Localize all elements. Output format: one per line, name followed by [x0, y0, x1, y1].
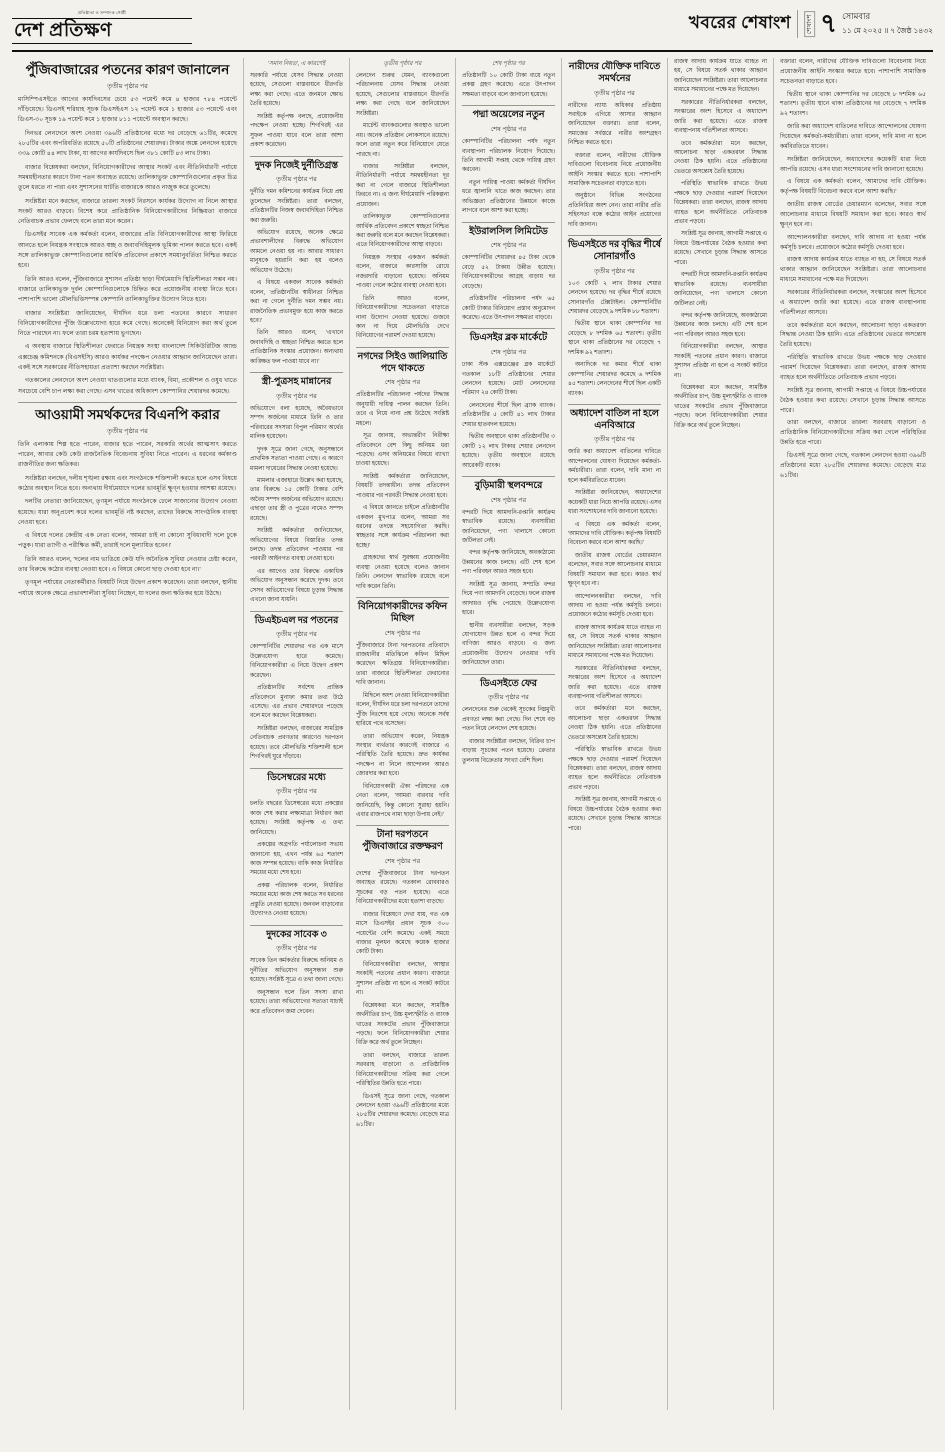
paragraph: দুদক সূত্রে জানা গেছে, অনুসন্ধানে প্রাথমিক সত্যতা পাওয়া গেছে। এ কারণে মামলা দায়েরের সিদ্ধান্ত নেওয়া হয়েছে। [250, 446, 343, 472]
headline-uralsil-ltd: ইউরালসিল লিমিটেড [469, 226, 548, 237]
paragraph: অভিযোগ রয়েছে, অনেক ক্ষেত্রে প্রভাবশালীদের বিরুদ্ধে অভিযোগ আমলে নেওয়া হয় না। আবার সাধারণ মানুষকে হয়রানি করা হয় বলেও অভিযোগ উঠেছে। [250, 230, 343, 274]
divider [462, 105, 555, 106]
paragraph: প্রকল্প পরিচালক বলেন, নির্ধারিত সময়ের মধ্যে কাজ শেষ করতে সব ধরনের প্রস্তুতি নেওয়া হয়েছে। জনবল বাড়ানোর উদ্যোগও নেওয়া হয়েছে। [250, 882, 343, 918]
column-1 [12, 58, 244, 1410]
paragraph: বিনিয়োগকারী ঐক্য পরিষদের এক নেতা বলেন, 'আমরা বারবার দাবি জানিয়েছি, কিন্তু কোনো সুরাহা হয়নি। এবার রাজপথে নামা ছাড়া উপায় নেই।' [356, 783, 449, 818]
paragraph: এ বিষয়ে একজন সাবেক কর্মকর্তা বলেন, 'প্রতিষ্ঠানটির স্বাধীনতা নিশ্চিত করা না গেলে দুর্নীতি দমন সম্ভব নয়। রাজনৈতিক প্রভাবমুক্ত হয়ে কাজ করতে হবে।' [250, 280, 343, 324]
paragraph: দ্বিতীয় স্থানে থাকা কোম্পানির দর বেড়েছে ৮ দশমিক ৬৫ শতাংশ। তৃতীয় স্থানে থাকা প্রতিষ্ঠানের দর বেড়েছে ৭ দশমিক ৯২ শতাংশ। [780, 91, 926, 118]
paragraph: মামলার এজাহারে উল্লেখ করা হয়েছে, তার বিরুদ্ধে ১৫ কোটি টাকার বেশি অবৈধ সম্পদ অর্জনের অভিযোগ রয়েছে। এছাড়া তার স্ত্রী ও পুত্রের নামেও সম্পদ রয়েছে। [250, 477, 343, 522]
article-columns [12, 58, 933, 1410]
headline-mannan-family: স্ত্রী-পুত্রসহ মান্নানের [261, 377, 332, 388]
article-body-6 [250, 643, 343, 762]
paragraph: নিয়ন্ত্রক সংস্থার একজন কর্মকর্তা বলেন, বাজারে কারসাজি রোধে নজরদারি বাড়ানো হয়েছে। অনিয়ম পাওয়া গেলে কঠোর ব্যবস্থা নেওয়া হবে। [356, 254, 449, 290]
paragraph: মিছিলে অংশ নেওয়া বিনিয়োগকারীরা বলেন, দীর্ঘদিন ধরে চলা দরপতনে তাদের পুঁজি নিঃশেষ হয়ে গেছে। অনেকে সর্বস্ব হারিয়ে পথে বসেছেন। [356, 692, 449, 728]
article-body-1 [18, 95, 237, 397]
paragraph: বাজার বিশ্লেষণে দেখা যায়, গত এক মাসে ডিএসইর প্রধান সূচক ৩০০ পয়েন্টের বেশি কমেছে। একই সময়ে বাজার মূলধন কমেছে কয়েক হাজার কোটি টাকা। [356, 911, 449, 956]
paragraph: তবে কর্মকর্তারা মনে করছেন, আলোচনা ছাড়া একতরফা সিদ্ধান্ত নেওয়া ঠিক হয়নি। এতে প্রতিষ্ঠানের ভেতরে অসন্তোষ তৈরি হয়েছে। [780, 322, 926, 349]
paragraph: কোম্পানিটির শেয়ারদর ৪৫ টাকা থেকে বেড়ে ৫২ টাকায় উন্নীত হয়েছে। বিনিয়োগকারীদের আগ্রহ বাড়ায় দর বেড়েছে। [462, 255, 555, 290]
paragraph: কোম্পানিটির পরিচালনা পর্ষদ নতুন ব্যবস্থাপনা পরিচালক নিয়োগ দিয়েছে। তিনি আগামী সপ্তাহ থেকে দায়িত্ব গ্রহণ করবেন। [462, 139, 555, 174]
paragraph: নতুন দায়িত্ব পাওয়া কর্মকর্তা দীর্ঘদিন ধরে জ্বালানি খাতে কাজ করছেন। তার অভিজ্ঞতা প্রতিষ্ঠানের উন্নয়নে কাজে লাগবে বলে আশা করা হচ্ছে। [462, 179, 555, 215]
paragraph: বাজার বিশ্লেষকরা বলছেন, বিনিয়োগকারীদের আস্থার সংকট এবং নীতিনির্ধারণী পর্যায়ে সমন্বয়হীনতার কারণে টানা পতন অব্যাহত রয়েছে। তালিকাভুক্ত কোম্পানিগুলোর প্রকৃত চিত্র তুলে ধরতে না পারা এবং সুশাসনের ঘাটতি বাজারকে আরও নাজুক করে তুলেছে। [18, 163, 237, 192]
divider [250, 372, 343, 373]
paragraph: সংশ্লিষ্ট কর্মকর্তারা জানিয়েছেন, অভিযোগের বিষয়ে বিস্তারিত তদন্ত চলছে। তদন্ত প্রতিবেদন পাওয়ার পর পরবর্তী আইনগত ব্যবস্থা নেওয়া হবে। [250, 528, 343, 563]
column-6 [668, 58, 774, 1410]
paragraph: সাবেক তিন কর্মকর্তার বিরুদ্ধে অনিয়ম ও দুর্নীতির অভিযোগ অনুসন্ধান শুরু হয়েছে। সংশ্লিষ্ট সূত্রে এ তথ্য জানা গেছে। [250, 958, 343, 984]
continuation-note: শেষ পৃষ্ঠার পর [490, 349, 527, 357]
paragraph: সংশ্লিষ্টরা মনে করছেন, বাজারে তারল্য সংকট নিরসনে কার্যকর উদ্যোগ না নিলে আস্থার সংকট আরও বাড়বে। বিশেষ করে প্রাতিষ্ঠানিক বিনিয়োগকারীদের নিষ্ক্রিয়তা বাজারে নেতিবাচক প্রভাব ফেলছে বলে তারা মনে করেন। [18, 197, 237, 226]
paragraph: এ বিষয়ে জানতে চাইলে প্রতিষ্ঠানটির একজন মুখপাত্র বলেন, 'আমরা সব ধরনের তদন্তে সহযোগিতা করছি। স্বচ্ছতার সঙ্গে কার্যক্রম পরিচালনা করা হচ্ছে।' [356, 505, 449, 549]
folio-vertical-label: শেষাংশ [804, 11, 815, 37]
article-body-14 [462, 138, 555, 217]
paragraph: অন্যদিকে দর কমার শীর্ষে থাকা কোম্পানির শেয়ারদর কমেছে ৬ দশমিক ৪৫ শতাংশ। লেনদেনের শীর্ষে ছিল একটি ব্যাংক। [568, 362, 661, 397]
masthead [12, 10, 933, 52]
page-number: ৭ [820, 9, 838, 38]
paragraph: আন্দোলনকারীরা বলছেন, দাবি আদায় না হওয়া পর্যন্ত কর্মসূচি চলবে। প্রয়োজনে কঠোর কর্মসূচি দেওয়া হবে। [568, 593, 661, 619]
headline-by-december: ডিসেম্বরের মধ্যে [267, 772, 326, 783]
paragraph: সরকারি পর্যায়ে যেসব সিদ্ধান্ত নেওয়া হয়েছে, সেগুলো বাস্তবায়নে ধীরগতি লক্ষ্য করা গেছে। এতে জনমনে ক্ষোভ তৈরি হয়েছে। [250, 73, 343, 108]
paragraph: জারি করা অধ্যাদেশ বাতিলের দাবিতে আন্দোলনের ঘোষণা দিয়েছেন কর্মকর্তা-কর্মচারীরা। তারা বলেন, দাবি মানা না হলে কর্মবিরতিতে যাবেন। [780, 124, 926, 150]
paragraph: এ বিষয়ে দলের কেন্দ্রীয় এক নেতা বলেন, 'আমরা চাই না কোনো সুবিধাবাদী দলে ঢুকে পড়ুক। যারা ত্যাগী ও পরীক্ষিত কর্মী, তারাই দলে মূল্যায়িত হবেন।' [18, 532, 237, 550]
continuation-note: তৃতীয় পৃষ্ঠার পর [276, 788, 317, 796]
continuation-note: তৃতীয় পৃষ্ঠার পর [276, 392, 317, 400]
continuation-lead: 'সমান নিয়ত', এ কারণেই [267, 61, 326, 67]
divider [462, 476, 555, 477]
headline-nagad-ceo: নগদের সিইও জালিয়াতি পদে থাকতে [357, 351, 448, 374]
paragraph: প্রতিষ্ঠানটির পরিচালনা পর্ষদের সিদ্ধান্ত অনুযায়ী দায়িত্ব পালন করছেন তিনি। তবে এ নিয়ে নানা প্রশ্ন উঠেছে সংশ্লিষ্ট মহলে। [356, 392, 449, 427]
paragraph: তারা বলছেন, বাজারে তারল্য সরবরাহ বাড়ানো ও প্রাতিষ্ঠানিক বিনিয়োগকারীদের সক্রিয় করা গেলে পরিস্থিতির উন্নতি হতে পারে। [780, 420, 926, 447]
article-body-7 [250, 800, 343, 919]
continuation-note: শেষ পৃষ্ঠার পর [490, 496, 527, 504]
article-body-5 [250, 405, 343, 606]
paragraph: সংশ্লিষ্ট সূত্র জানায়, আগামী সপ্তাহে এ বিষয়ে উচ্চপর্যায়ের বৈঠক হওয়ার কথা রয়েছে। সেখানে চূড়ান্ত সিদ্ধান্ত আসতে পারে। [780, 387, 926, 414]
headline-padma-oil: পদ্মা অয়েলের নতুন [472, 110, 545, 121]
paragraph: ডিএসইর সাবেক এক কর্মকর্তা বলেন, বাজারের প্রতি বিনিয়োগকারীদের আস্থা ফিরিয়ে আনতে হলে নিয়ন্ত্রক সংস্থাকে আরও স্বচ্ছ ও জবাবদিহিমূলক ভূমিকা পালন করতে হবে। একই সঙ্গে তালিকাভুক্ত কোম্পানিগুলোর আর্থিক প্রতিবেদন প্রকাশে সময়ানুবর্তিতা নিশ্চিত করতে হবে। [18, 231, 237, 270]
article-body-4 [250, 188, 343, 367]
paragraph: দ্বিতীয় স্থানে থাকা কোম্পানির দর বেড়েছে ৮ দশমিক ৬৫ শতাংশ। তৃতীয় স্থানে থাকা প্রতিষ্ঠানের দর বেড়েছে ৭ দশমিক ৯২ শতাংশ। [568, 321, 661, 356]
paragraph: এর আগেও তার বিরুদ্ধে একাধিক অভিযোগ অনুসন্ধান করেছে দুদক। তবে সেসব অভিযোগের বিষয়ে চূড়ান্ত সিদ্ধান্ত এখনো জানা যায়নি। [250, 568, 343, 604]
paragraph: সংশ্লিষ্ট কর্তৃপক্ষ বলছে, প্রয়োজনীয় পদক্ষেপ নেওয়া হচ্ছে। শিগগিরই এর সুফল পাওয়া যাবে বলে তারা আশা প্রকাশ করেছেন। [250, 113, 343, 149]
headline-investors-coffin-march: বিনিয়োগকারীদের কফিন মিছিল [357, 602, 448, 624]
paragraph: তিনি আরও বলেন, 'দলের নাম ভাঙিয়ে কেউ যদি অনৈতিক সুবিধা নেওয়ার চেষ্টা করেন, তার বিরুদ্ধে কঠোর ব্যবস্থা নেওয়া হবে। এ বিষয়ে কোনো ছাড় দেওয়া হবে না।' [18, 555, 237, 574]
column-5 [562, 58, 668, 1410]
article-body-20 [568, 280, 661, 399]
paragraph: দুর্নীতি দমন কমিশনের কার্যক্রম নিয়ে প্রশ্ন তুলেছেন সংশ্লিষ্টরা। তারা বলছেন, প্রতিষ্ঠানটির নিজস্ব জবাবদিহিতা নিশ্চিত করা জরুরি। [250, 189, 343, 224]
paragraph: পুঁজিবাজারে টানা দরপতনের প্রতিবাদে রাজধানীর মতিঝিলে কফিন মিছিল করেছেন ক্ষতিগ্রস্ত বিনিয়োগকারীরা। তারা বাজারে স্থিতিশীলতা ফেরানোর দাবি জানান। [356, 642, 449, 687]
column-7 [774, 58, 933, 1410]
paragraph: লেনদেনের শুরু থেকেই সূচকের নিম্নমুখী প্রবণতা লক্ষ্য করা গেছে। দিন শেষে বড় পতন নিয়ে লেনদেন শেষ হয়েছে। [462, 707, 555, 733]
paragraph: জারি করা অধ্যাদেশ বাতিলের দাবিতে আন্দোলনের ঘোষণা দিয়েছেন কর্মকর্তা-কর্মচারীরা। তারা বলেন, দাবি মানা না হলে কর্মবিরতিতে যাবেন। [568, 449, 661, 484]
headline-burimari-land-port: বুড়িমারী স্থলবন্দরে [474, 480, 543, 491]
paragraph: আন্দোলনকারীরা বলছেন, দাবি আদায় না হওয়া পর্যন্ত কর্মসূচি চলবে। প্রয়োজনে কঠোর কর্মসূচি দেওয়া হবে। [780, 234, 926, 251]
paragraph: বন্দর কর্তৃপক্ষ জানিয়েছে, অবকাঠামো উন্নয়নের কাজ চলছে। এটি শেষ হলে পণ্য পরিবহন আরও সহজ হবে। [462, 550, 555, 576]
divider [356, 347, 449, 348]
column-2 [244, 58, 350, 1410]
paragraph: বিনিয়োগকারীরা বলছেন, আস্থার সংকটই পতনের প্রধান কারণ। বাজারে সুশাসন প্রতিষ্ঠা না হলে এ সংকট কাটবে না। [356, 961, 449, 997]
newspaper-name: দেশ প্রতিক্ষণ [12, 18, 192, 44]
continuation-note: শেষ পৃষ্ঠার পর [490, 126, 527, 134]
paragraph: বিশ্লেষকরা মনে করছেন, সামষ্টিক অর্থনীতির চাপ, উচ্চ মূল্যস্ফীতি ও ব্যাংক খাতের সংকটের প্রভাব পুঁজিবাজারে পড়ছে। ফলে বিনিয়োগকারীরা শেয়ার বিক্রি করে অর্থ তুলে নিচ্ছেন। [356, 1002, 449, 1047]
article-body-3 [250, 72, 343, 151]
paragraph: ডিএসই সূত্রে জানা গেছে, গতকাল লেনদেন হওয়া ৩৯৬টি প্রতিষ্ঠানের মধ্যে ২৮৫টির শেয়ারদর কমেছে। বেড়েছে মাত্র ৬১টির। [780, 452, 926, 479]
continuation-note: শেষ পৃষ্ঠার পর [384, 629, 421, 637]
headline-awami-bnp: আওয়ামী সমর্থকদের বিএনপি করার [35, 406, 220, 422]
paragraph: সংশ্লিষ্টরা জানিয়েছেন, অধ্যাদেশের কয়েকটি ধারা নিয়ে আপত্তি রয়েছে। এসব ধারা সংশোধনের দাবি জানানো হয়েছে। [568, 490, 661, 516]
divider [462, 674, 555, 675]
paragraph: পরিস্থিতি স্বাভাবিক রাখতে উভয় পক্ষকে ছাড় দেওয়ার পরামর্শ দিয়েছেন বিশ্লেষকরা। তারা বলছেন, রাজস্ব আদায় ব্যাহত হলে অর্থনীতিতে নেতিবাচক প্রভাব পড়বে। [674, 181, 767, 225]
article-body-21 [568, 448, 661, 834]
headline-dudok-former-three: দুদকের সাবেক ৩ [266, 929, 327, 940]
paragraph: পরিস্থিতি স্বাভাবিক রাখতে উভয় পক্ষকে ছাড় দেওয়ার পরামর্শ দিয়েছেন বিশ্লেষকরা। তারা বলছেন, রাজস্ব আদায় ব্যাহত হলে অর্থনীতিতে নেতিবাচক প্রভাব পড়বে। [780, 355, 926, 381]
paragraph: সংশ্লিষ্ট সূত্র জানায়, আগামী সপ্তাহে এ বিষয়ে উচ্চপর্যায়ের বৈঠক হওয়ার কথা রয়েছে। সেখানে চূড়ান্ত সিদ্ধান্ত আসতে পারে। [674, 231, 767, 266]
article-body-2 [18, 440, 237, 599]
article-body-22 [674, 58, 767, 431]
article-body-9 [356, 72, 449, 342]
paragraph: তারা বলছেন, বাজারে তারল্য সরবরাহ বাড়ানো ও প্রাতিষ্ঠানিক বিনিয়োগকারীদের সক্রিয় করা গেলে পরিস্থিতির উন্নতি হতে পারে। [356, 1052, 449, 1088]
divider [250, 156, 343, 157]
headline-dudok-corrupt: দুদক নিজেই দুর্নীতিগ্রস্ত [254, 160, 339, 171]
paragraph: দিনভর লেনদেনে অংশ নেওয়া ৩৯৬টি প্রতিষ্ঠানের মধ্যে দর বেড়েছে ৬১টির, কমেছে ২৮৫টির এবং অপরিবর্তিত রয়েছে ৫০টি প্রতিষ্ঠানের শেয়ারদর। টাকার অঙ্কে লেনদেন হয়েছে ৩৩৯ কোটি ৪৪ লাখ টাকা, যা আগের কার্যদিবসে ছিল ৩৮১ কোটি ৪৩ লাখ টাকা। [18, 129, 237, 158]
paragraph: বাজার সংশ্লিষ্টরা বলছেন, বিক্রির চাপ বাড়ায় সূচকের পতন হয়েছে। ক্রেতার তুলনায় বিক্রেতার সংখ্যা বেশি ছিল। [462, 738, 555, 764]
paragraph: বন্দর কর্তৃপক্ষ জানিয়েছে, অবকাঠামো উন্নয়নের কাজ চলছে। এটি শেষ হলে পণ্য পরিবহন আরও সহজ হবে। [674, 312, 767, 338]
paragraph: লেনদেনের শীর্ষে ছিল ব্র্যাক ব্যাংক। প্রতিষ্ঠানটির ৫ কোটি ৪১ লাখ টাকার শেয়ার হাতবদল হয়েছে। [462, 402, 555, 428]
paragraph: তারা অভিযোগ করেন, নিয়ন্ত্রক সংস্থার ব্যর্থতার কারণেই বাজারে এ পরিস্থিতি তৈরি হয়েছে। দ্রুত কার্যকর পদক্ষেপ না নিলে আন্দোলন আরও জোরদার করা হবে। [356, 733, 449, 778]
divider [356, 597, 449, 598]
publication-date: ১১ মে ২০২৫ ॥ ৭ জৈষ্ঠ ১৪৩২ [842, 26, 933, 35]
divider [568, 235, 661, 236]
paragraph: দ্বিতীয় অবস্থানে থাকা প্রতিষ্ঠানটির ৩ কোটি ১২ লাখ টাকার শেয়ার লেনদেন হয়েছে। তৃতীয় অবস্থানে রয়েছে আরেকটি ব্যাংক। [462, 434, 555, 469]
continuation-note: শেষ পৃষ্ঠার পর [384, 379, 421, 387]
divider [250, 768, 343, 769]
paragraph: প্রতিষ্ঠানটির পরিচালনা পর্ষদ ৬৫ কোটি টাকার বিনিয়োগ প্রস্তাব অনুমোদন করেছে। এতে উৎপাদন সক্ষমতা বাড়বে। [462, 296, 555, 321]
paragraph: সংশ্লিষ্টরা বলছেন, বাজারের সামগ্রিক নেতিবাচক প্রবণতার কারণেও দরপতন হয়েছে। তবে মৌলভিত্তি শক্তিশালী হলে শিগগিরই ঘুরে দাঁড়াবে। [250, 725, 343, 761]
paragraph: সংশ্লিষ্টরা জানিয়েছেন, অধ্যাদেশের কয়েকটি ধারা নিয়ে আপত্তি রয়েছে। এসব ধারা সংশোধনের দাবি জানানো হয়েছে। [780, 156, 926, 173]
article-body-10 [356, 391, 449, 592]
paragraph: বিনিয়োগকারীরা বলছেন, আস্থার সংকটই পতনের প্রধান কারণ। বাজারে সুশাসন প্রতিষ্ঠা না হলে এ সংকট কাটবে না। [674, 344, 767, 379]
paragraph: জাতীয় রাজস্ব বোর্ডের চেয়ারম্যান বলেছেন, সবার সঙ্গে আলোচনার মাধ্যমে বিষয়টি সমাধান করা হবে। কারও স্বার্থ ক্ষুণ্ন হবে না। [568, 552, 661, 588]
paragraph: সংশ্লিষ্ট সূত্র জানায়, সম্প্রতি বন্দর দিয়ে পণ্য আমদানি বেড়েছে। ফলে রাজস্ব আদায়ও বৃদ্ধি পেয়েছে উল্লেখযোগ্য হারে। [462, 581, 555, 617]
paragraph: সংশ্লিষ্ট সূত্র জানায়, আগামী সপ্তাহে এ বিষয়ে উচ্চপর্যায়ের বৈঠক হওয়ার কথা রয়েছে। সেখানে চূড়ান্ত সিদ্ধান্ত আসতে পারে। [568, 797, 661, 832]
headline-dse-block-market: ডিএসইর ব্লক মার্কেটে [469, 333, 548, 344]
paragraph: এ বিষয়ে এক কর্মকর্তা বলেন, 'আমাদের দাবি যৌক্তিক। কর্তৃপক্ষ বিষয়টি বিবেচনা করবে বলে আশা করছি।' [568, 521, 661, 547]
paragraph: সরকারের নীতিনির্ধারকরা বলছেন, সংস্কারের অংশ হিসেবে এ অধ্যাদেশ জারি করা হয়েছে। এতে রাজস্ব ব্যবস্থাপনায় গতিশীলতা আসবে। [674, 99, 767, 135]
paragraph: বিশ্লেষকরা মনে করছেন, সামষ্টিক অর্থনীতির চাপ, উচ্চ মূল্যস্ফীতি ও ব্যাংক খাতের সংকটের প্রভাব পুঁজিবাজারে পড়ছে। ফলে বিনিয়োগকারীরা শেয়ার বিক্রি করে অর্থ তুলে নিচ্ছেন। [674, 385, 767, 429]
paragraph: রাজস্ব আদায় কার্যক্রম যাতে ব্যাহত না হয়, সে বিষয়ে সতর্ক থাকার আহ্বান জানিয়েছেন সংশ্লিষ্টরা। তারা আলোচনার মাধ্যমে সমাধানের পক্ষে মত দিয়েছেন। [674, 59, 767, 94]
headline-dse-again: ডিএসইতে ফের [480, 678, 537, 689]
paragraph: স্থানীয় ব্যবসায়ীরা বলছেন, সড়ক যোগাযোগ উন্নত হলে এ বন্দর দিয়ে বাণিজ্য আরও বাড়বে। এ জন্য প্রয়োজনীয় উদ্যোগ নেওয়ার দাবি জানিয়েছেন তারা। [462, 622, 555, 667]
paragraph: সরকারের নীতিনির্ধারকরা বলছেন, সংস্কারের অংশ হিসেবে এ অধ্যাদেশ জারি করা হয়েছে। এতে রাজস্ব ব্যবস্থাপনায় গতিশীলতা আসবে। [780, 290, 926, 316]
paragraph: ১০৩ কোটি ২ লাখ টাকার শেয়ার লেনদেন হয়েছে। দর বৃদ্ধির শীর্ষে রয়েছে সোনারগাঁও টেক্সটাইল। কোম্পানিটির শেয়ারদর বেড়েছে ৯ দশমিক ৮৮ শতাংশ। [568, 280, 661, 315]
divider [250, 611, 343, 612]
paragraph: বন্দরটি দিয়ে আমদানি-রপ্তানি কার্যক্রম স্বাভাবিক রয়েছে। ব্যবসায়ীরা জানিয়েছেন, পণ্য খালাসে কোনো জটিলতা নেই। [462, 509, 555, 544]
paragraph: মার্চেন্ট ব্যাংকগুলোর অবস্থাও ভালো নয়। অনেক প্রতিষ্ঠান লোকসানে রয়েছে। ফলে তারা নতুন করে বিনিয়োগে যেতে পারছে না। [356, 123, 449, 158]
paragraph: রাজস্ব আদায় কার্যক্রম যাতে ব্যাহত না হয়, সে বিষয়ে সতর্ক থাকার আহ্বান জানিয়েছেন সংশ্লিষ্টরা। তারা আলোচনার মাধ্যমে সমাধানের পক্ষে মত দিয়েছেন। [780, 257, 926, 284]
article-body-18 [462, 706, 555, 766]
article-body-12 [356, 870, 449, 1130]
headline-women-rights-support: নারীদের যৌক্তিক দাবিতে সমর্থনের [568, 62, 661, 84]
headline-sonargaon-top-gainer: ভিএসইতে দর বৃদ্ধির শীর্ষে সোনারগাঁও [568, 240, 661, 262]
folio-date-block [842, 10, 933, 38]
continuation-note: তৃতীয় পৃষ্ঠার পর [594, 89, 635, 97]
paragraph: বক্তারা বলেন, নারীদের যৌক্তিক দাবিগুলো বিবেচনায় নিয়ে প্রয়োজনীয় আইনি সংস্কার করতে হবে। পাশাপাশি সামাজিক সচেতনতা বাড়াতে হবে। [780, 59, 926, 85]
headline-nbr-ordinance: অধ্যাদেশ বাতিল না হলে এনবিআরে [570, 408, 659, 431]
paragraph: প্রতিষ্ঠানটির সর্বশেষ প্রান্তিক প্রতিবেদনে মুনাফা কমার তথ্য উঠে এসেছে। এর প্রভাব শেয়ারদরে পড়েছে বলে মনে করছেন বিশ্লেষকরা। [250, 685, 343, 720]
paragraph: কোম্পানিটির শেয়ারদর গত এক মাসে উল্লেখযোগ্য হারে কমেছে। বিনিয়োগকারীরা এ নিয়ে উদ্বেগ প্রকাশ করেছেন। [250, 644, 343, 679]
paragraph: এ বিষয়ে এক কর্মকর্তা বলেন, 'আমাদের দাবি যৌক্তিক। কর্তৃপক্ষ বিষয়টি বিবেচনা করবে বলে আশা করছি।' [780, 179, 926, 196]
continuation-note: শেষ পৃষ্ঠার পর [384, 857, 421, 865]
article-body-11 [356, 642, 449, 821]
divider [356, 825, 449, 826]
paragraph: তবে কর্মকর্তারা মনে করছেন, আলোচনা ছাড়া একতরফা সিদ্ধান্ত নেওয়া ঠিক হয়নি। এতে প্রতিষ্ঠানের ভেতরে অসন্তোষ তৈরি হয়েছে। [568, 706, 661, 741]
logo-tagline: প্রতিষ্ঠাতা ও সম্পাদক গোষ্ঠী [77, 10, 127, 15]
continuation-note: তৃতীয় পৃষ্ঠার পর [107, 427, 148, 435]
divider [18, 402, 237, 403]
paragraph: বাজার সংশ্লিষ্টরা বলছেন, নীতিনির্ধারণী পর্যায়ে সমন্বয়হীনতা দূর করা না গেলে বাজারে স্থিতিশীলতা ফিরবে না। এ জন্য দীর্ঘমেয়াদি পরিকল্পনা প্রয়োজন। [356, 163, 449, 208]
paragraph: সংশ্লিষ্টরা বলছেন, দলীয় শৃঙ্খলা রক্ষায় এবং সংগঠনকে শক্তিশালী করতে হলে এসব বিষয়ে কঠোর অবস্থান নিতে হবে। অন্যথায় দীর্ঘমেয়াদে দলের ভাবমূর্তি ক্ষুণ্ন হওয়ার আশঙ্কা রয়েছে। [18, 474, 237, 492]
paragraph: রাজস্ব আদায় কার্যক্রম যাতে ব্যাহত না হয়, সে বিষয়ে সতর্ক থাকার আহ্বান জানিয়েছেন সংশ্লিষ্টরা। তারা আলোচনার মাধ্যমে সমাধানের পক্ষে মত দিয়েছেন। [568, 624, 661, 660]
paragraph: গতকালের লেনদেনে অংশ নেওয়া খাতগুলোর মধ্যে ব্যাংক, বিমা, প্রকৌশল ও ওষুধ খাতে সবচেয়ে বেশি চাপ লক্ষ্য করা গেছে। এসব খাতের অধিকাংশ কোম্পানির শেয়ারদর কমেছে। [18, 377, 237, 395]
column-4 [456, 58, 562, 1410]
paragraph: বাজার সংশ্লিষ্টরা জানিয়েছেন, দীর্ঘদিন ধরে চলা পতনের কারণে সাধারণ বিনিয়োগকারীদের পুঁজি উল্লেখযোগ্য হারে কমে গেছে। অনেকেই বিনিয়োগ করা অর্থ তুলে নিতে পারছেন না। ফলে তারা চরম হতাশায় ভুগছেন। [18, 309, 237, 338]
continuation-note: তৃতীয় পৃষ্ঠার পর [276, 631, 317, 639]
article-body-19 [568, 102, 661, 231]
paragraph: চলতি বছরের ডিসেম্বরের মধ্যে প্রকল্পের কাজ শেষ করার লক্ষ্যমাত্রা নির্ধারণ করা হয়েছে। সংশ্লিষ্ট কর্তৃপক্ষ এ তথ্য জানিয়েছে। [250, 801, 343, 836]
section-title: খবরের শেষাংশ [688, 13, 792, 32]
newspaper-logo [12, 10, 192, 44]
paragraph: দেশের পুঁজিবাজারে টানা দরপতন অব্যাহত রয়েছে। গতকাল রোববারও সূচকের বড় পতন হয়েছে। এতে বিনিয়োগকারীদের মধ্যে হতাশা বাড়ছে। [356, 870, 449, 906]
continuation-note: তৃতীয় পৃষ্ঠার পর [276, 945, 317, 953]
paragraph: সংশ্লিষ্ট কর্মকর্তারা জানিয়েছেন, বিষয়টি তদন্তাধীন। তদন্ত প্রতিবেদন পাওয়ার পর পরবর্তী সিদ্ধান্ত নেওয়া হবে। [356, 473, 449, 499]
paragraph: তৃণমূল পর্যায়ের নেতাকর্মীরাও বিষয়টি নিয়ে উদ্বেগ প্রকাশ করেছেন। তারা বলছেন, স্থানীয় পর্যায়ে অনেক ক্ষেত্রে প্রভাবশালীরা সুবিধা নিচ্ছেন, যা দলের জন্য ক্ষতিকর হয়ে উঠছে। [18, 579, 237, 597]
article-body-15 [462, 254, 555, 323]
column-3 [350, 58, 456, 1410]
paragraph: ডিএসই সূত্রে জানা গেছে, গতকাল লেনদেন হওয়া ৩৯৬টি প্রতিষ্ঠানের মধ্যে ২৮৫টির শেয়ারদর কমেছে। বেড়েছে মাত্র ৬১টির। [356, 1093, 449, 1128]
headline-stock-market-fall: পুঁজিবাজারের পতনের কারণ জানালেন [25, 62, 230, 77]
article-body-23 [780, 58, 926, 482]
continuation-note: তৃতীয় পৃষ্ঠার পর [488, 694, 529, 702]
headline-dhl-price-fall: ডিএইচএল দর পতনের [254, 615, 339, 626]
paragraph: জাতীয় রাজস্ব বোর্ডের চেয়ারম্যান বলেছেন, সবার সঙ্গে আলোচনার মাধ্যমে বিষয়টি সমাধান করা হবে। কারও স্বার্থ ক্ষুণ্ন হবে না। [780, 202, 926, 228]
paragraph: বক্তারা বলেন, নারীদের যৌক্তিক দাবিগুলো বিবেচনায় নিয়ে প্রয়োজনীয় আইনি সংস্কার করতে হবে। পাশাপাশি সামাজিক সচেতনতা বাড়াতে হবে। [568, 152, 661, 187]
divider [568, 404, 661, 405]
paragraph: দলটির নেতারা জানিয়েছেন, তৃণমূল পর্যায়ে সংগঠনকে ঢেলে সাজানোর উদ্যোগ নেওয়া হয়েছে। যারা অনুপ্রবেশ করে দলের ভাবমূর্তি নষ্ট করছেন, তাদের বিরুদ্ধে সাংগঠনিক ব্যবস্থা নেওয়া হবে। [18, 498, 237, 526]
divider [462, 328, 555, 329]
paragraph: লেনদেন শুরুর যেমন, ব্যাংকগুলো পরিচালনায় যেসব সিদ্ধান্ত নেওয়া হয়েছে, সেগুলোর বাস্তবায়নে ধীরগতি লক্ষ্য করা গেছে বলে জানিয়েছেন সংশ্লিষ্টরা। [356, 73, 449, 117]
paragraph: সরকারের নীতিনির্ধারকরা বলছেন, সংস্কারের অংশ হিসেবে এ অধ্যাদেশ জারি করা হয়েছে। এতে রাজস্ব ব্যবস্থাপনায় গতিশীলতা আসবে। [568, 665, 661, 700]
paragraph: নারীদের ন্যায্য অধিকার প্রতিষ্ঠায় সবাইকে এগিয়ে আসার আহ্বান জানিয়েছেন বক্তারা। তারা বলেন, সমাজের সর্বস্তরে নারীর অংশগ্রহণ নিশ্চিত করতে হবে। [568, 102, 661, 147]
paragraph: প্রকল্পের অগ্রগতি পর্যালোচনা সভায় জানানো হয়, এখন পর্যন্ত ৬৫ শতাংশ কাজ সম্পন্ন হয়েছে। বাকি কাজ নির্ধারিত সময়ের মধ্যে শেষ হবে। [250, 842, 343, 877]
paragraph: ঢাকা স্টক এক্সচেঞ্জের ব্লক মার্কেটে গতকাল ১৮টি প্রতিষ্ঠানের শেয়ার লেনদেন হয়েছে। মোট লেনদেনের পরিমাণ ২৪ কোটি টাকা। [462, 362, 555, 397]
weekday: সোমবার [842, 11, 871, 21]
continuation-note: তৃতীয় পৃষ্ঠার পর [594, 436, 635, 444]
paragraph: তবে কর্মকর্তারা মনে করছেন, আলোচনা ছাড়া একতরফা সিদ্ধান্ত নেওয়া ঠিক হয়নি। এতে প্রতিষ্ঠানের ভেতরে অসন্তোষ তৈরি হয়েছে। [674, 140, 767, 175]
divider [462, 222, 555, 223]
continuation-lead: শেষ পৃষ্ঠার পর [492, 61, 525, 67]
continuation-note: তৃতীয় পৃষ্ঠার পর [107, 82, 148, 90]
paragraph: তালিকাভুক্ত কোম্পানিগুলোর আর্থিক প্রতিবেদন প্রকাশে স্বচ্ছতা নিশ্চিত করা জরুরি বলে মনে করছেন বিশ্লেষকরা। এতে বিনিয়োগকারীদের আস্থা বাড়বে। [356, 214, 449, 249]
paragraph: এ অবস্থায় বাজারে স্থিতিশীলতা ফেরাতে নিয়ন্ত্রক সংস্থা বাংলাদেশ সিকিউরিটিজ অ্যান্ড এক্সচেঞ্জ কমিশনকে (বিএসইসি) আরও কার্যকর পদক্ষেপ নেওয়ার আহ্বান জানিয়েছেন তারা। একই সঙ্গে সরকারের নীতিসহায়তা প্রত্যাশা করছেন সংশ্লিষ্টরা। [18, 343, 237, 371]
paragraph: তিনি এলাকায় শিল্প হতে পারেন, বাজার হতে পারেন, সরকারি অর্থের আত্মসাৎ করতে পারেন, আবার কেউ কেউ রাজনৈতিক বিবেচনায় সুবিধা নিতে পারেন। এ ধরনের কর্মকাণ্ড রাজনীতির জন্য ক্ষতিকর। [18, 440, 237, 469]
article-body-13 [462, 72, 555, 100]
divider [250, 925, 343, 926]
article-body-16 [462, 361, 555, 471]
paragraph: তিনি আরও বলেন, 'এখানে জবাবদিহি ও স্বচ্ছতা নিশ্চিত করতে হলে প্রাতিষ্ঠানিক সংস্কার প্রয়োজন। অন্যথায় কাঙ্ক্ষিত ফল পাওয়া যাবে না।' [250, 330, 343, 365]
continuation-note: তৃতীয় পৃষ্ঠার পর [594, 267, 635, 275]
paragraph: প্রতিষ্ঠানটি ১০ কোটি টাকা ব্যয়ে নতুন প্রকল্প গ্রহণ করেছে। এতে উৎপাদন সক্ষমতা বাড়বে বলে জানানো হয়েছে। [462, 73, 555, 98]
paragraph: সূত্র জানায়, অভ্যন্তরীণ নিরীক্ষা প্রতিবেদনে বেশ কিছু অনিয়ম ধরা পড়েছে। এসব অনিয়মের বিষয়ে ব্যাখ্যা চাওয়া হয়েছে। [356, 433, 449, 468]
paragraph: অনুষ্ঠানে বিভিন্ন সংগঠনের প্রতিনিধিরা অংশ নেন। তারা নারীর প্রতি সহিংসতা বন্ধে কঠোর আইন প্রয়োগের দাবি জানান। [568, 193, 661, 228]
paragraph: অভিযোগে বলা হয়েছে, অবৈধভাবে সম্পদ অর্জনের মাধ্যমে তিনি ও তার পরিবারের সদস্যরা বিপুল পরিমাণ অর্থের মালিক হয়েছেন। [250, 405, 343, 441]
paragraph: তিনি আরও বলেন, বিনিয়োগকারীদের সচেতনতা বাড়াতে নানা উদ্যোগ নেওয়া হয়েছে। গুজবে কান না দিয়ে মৌলভিত্তি দেখে বিনিয়োগের পরামর্শ দেওয়া হয়েছে। [356, 295, 449, 340]
paragraph: তিনি আরও বলেন, পুঁজিবাজারে সুশাসন প্রতিষ্ঠা ছাড়া দীর্ঘমেয়াদি স্থিতিশীলতা সম্ভব নয়। বাজারে তালিকাভুক্ত দুর্বল কোম্পানিগুলোকে চিহ্নিত করে প্রয়োজনীয় ব্যবস্থা নিতে হবে। পাশাপাশি ভালো মৌলভিত্তিসম্পন্ন কোম্পানি তালিকাভুক্তির উদ্যোগ নিতে হবে। [18, 275, 237, 304]
paragraph: গ্রাহকদের স্বার্থ সুরক্ষায় প্রয়োজনীয় ব্যবস্থা নেওয়া হয়েছে বলেও জানান তিনি। লেনদেন স্বাভাবিক রয়েছে বলে দাবি করেন তিনি। [356, 555, 449, 590]
section-header [192, 10, 797, 38]
continuation-note: তৃতীয় পৃষ্ঠার পর [276, 176, 317, 184]
paragraph: অনুসন্ধান দলে তিন সদস্য রাখা হয়েছে। তারা অভিযোগের সত্যতা যাচাই করে প্রতিবেদন জমা দেবেন। [250, 989, 343, 1015]
headline-market-bleeding: টানা দরপতনে পুঁজিবাজারে রক্তক্ষরণ [362, 830, 443, 853]
continuation-lead: তৃতীয় পৃষ্ঠার পর [383, 61, 422, 67]
article-body-8 [250, 957, 343, 1017]
paragraph: মাসিম্পিএসইতে আগের কার্যদিবসের চেয়ে ৫৩ পয়েন্ট কমে ৪ হাজার ৭৮৪ পয়েন্টে দাঁড়িয়েছে। ডিএসই শরিয়াহ সূচক ডিএসইএস ১২ পয়েন্ট কমে ১ হাজার ৫৩ পয়েন্টে এবং ডিএস-৩০ সূচক ১৯ পয়েন্ট কমে ১ হাজার ৮১১ পয়েন্টে অবস্থান করছে। [18, 95, 237, 124]
continuation-note: শেষ পৃষ্ঠার পর [490, 242, 527, 250]
folio-block [797, 10, 933, 38]
paragraph: বন্দরটি দিয়ে আমদানি-রপ্তানি কার্যক্রম স্বাভাবিক রয়েছে। ব্যবসায়ীরা জানিয়েছেন, পণ্য খালাসে কোনো জটিলতা নেই। [674, 272, 767, 307]
paragraph: পরিস্থিতি স্বাভাবিক রাখতে উভয় পক্ষকে ছাড় দেওয়ার পরামর্শ দিয়েছেন বিশ্লেষকরা। তারা বলছেন, রাজস্ব আদায় ব্যাহত হলে অর্থনীতিতে নেতিবাচক প্রভাব পড়বে। [568, 747, 661, 791]
article-body-17 [462, 509, 555, 669]
